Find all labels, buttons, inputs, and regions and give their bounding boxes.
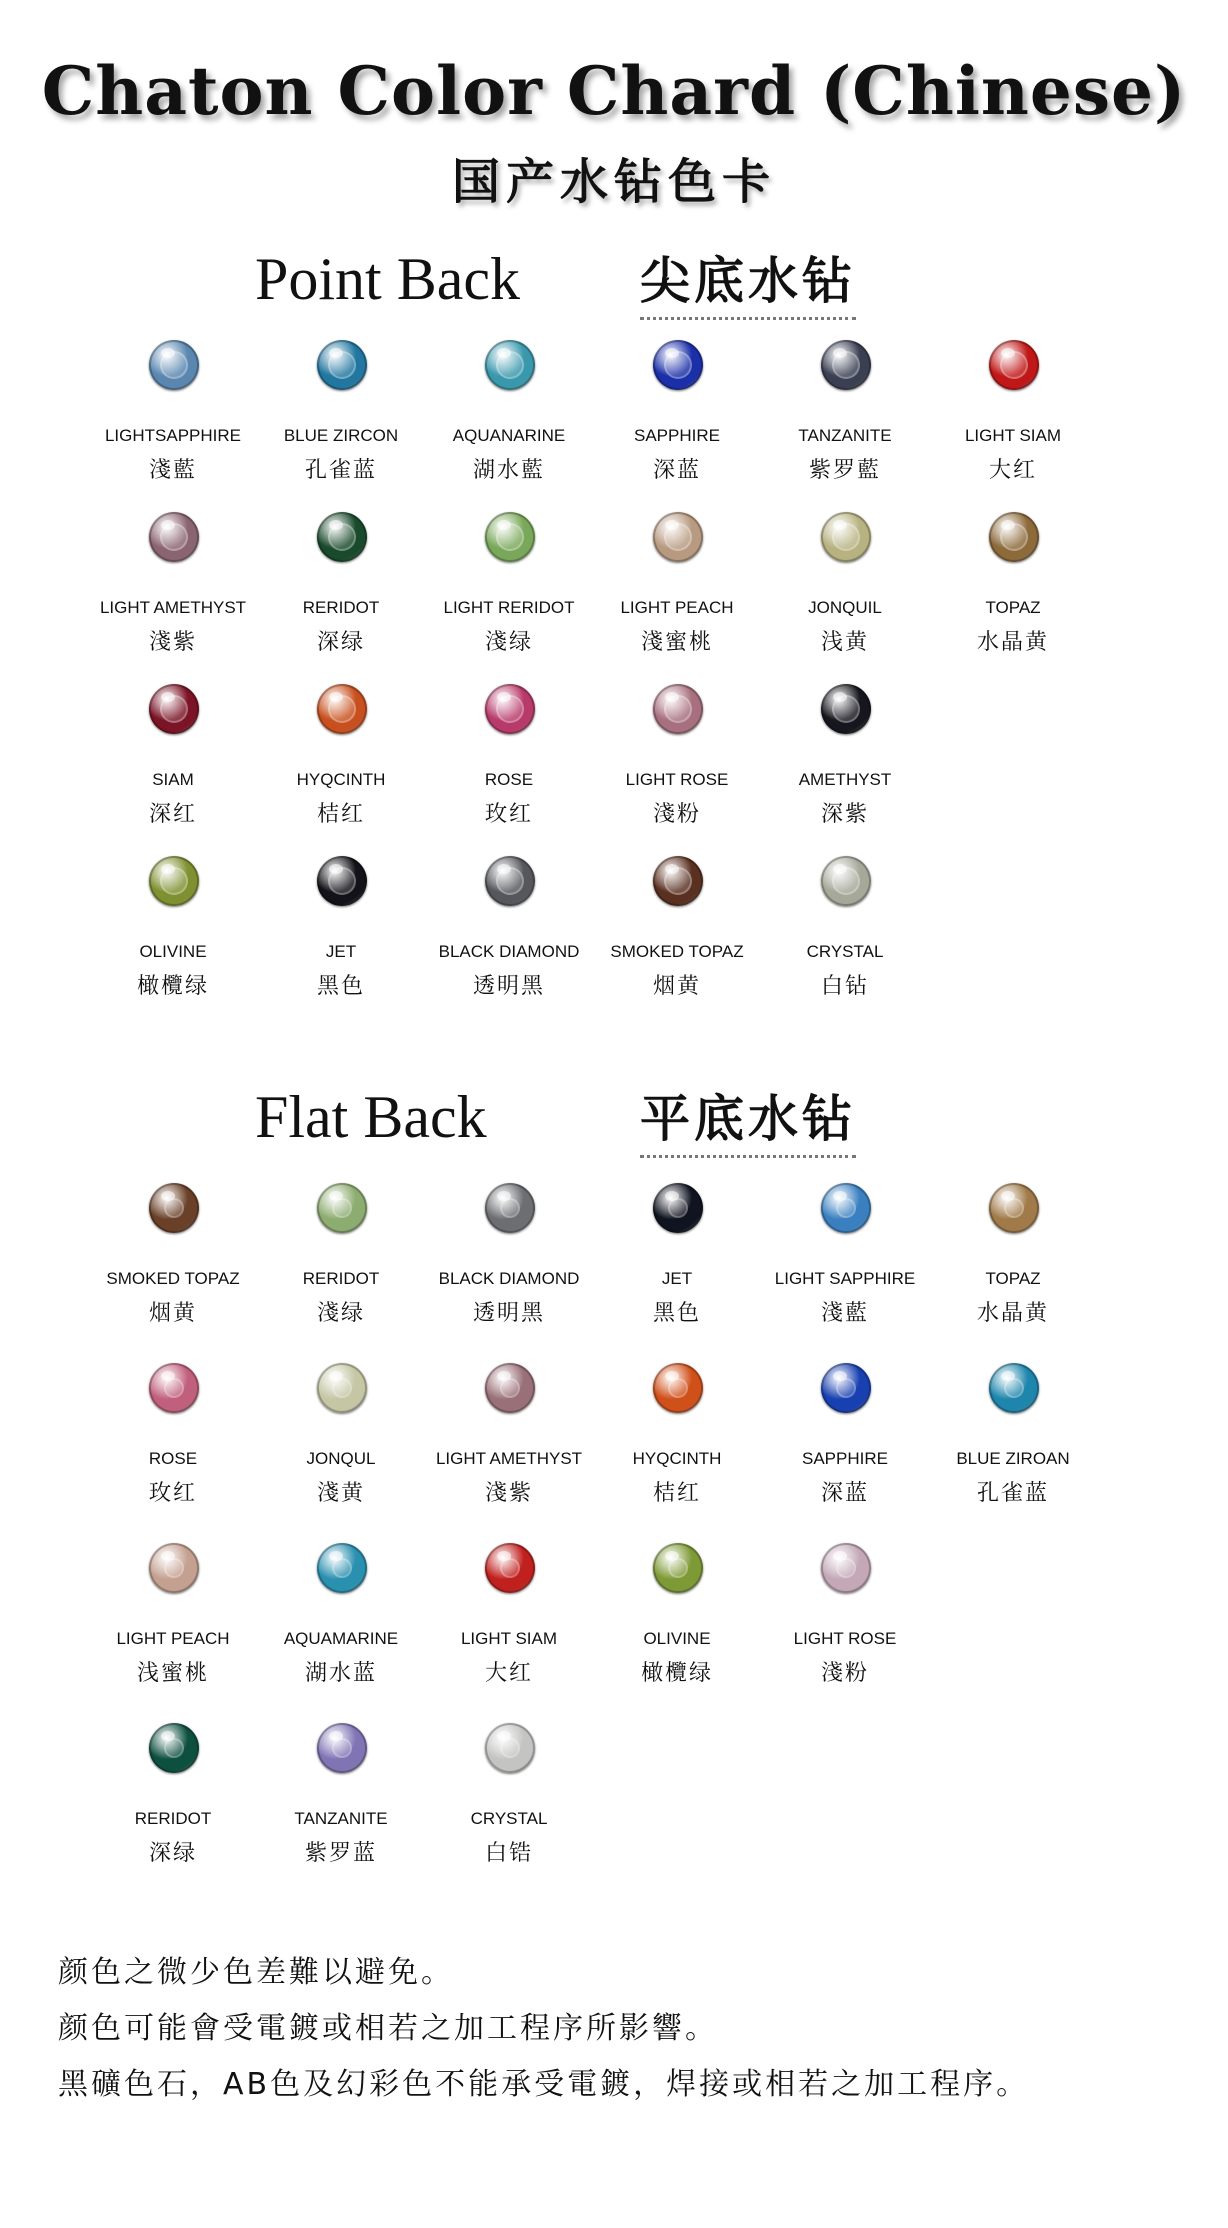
color-name-en: OLIVINE xyxy=(139,942,207,961)
color-name-zh: 深绿 xyxy=(148,1841,197,1866)
color-name-en: TANZANITE xyxy=(294,1809,388,1828)
color-name-en: SIAM xyxy=(152,770,194,789)
color-name-zh: 黑色 xyxy=(316,974,365,999)
gem-swatch-icon xyxy=(821,1363,871,1413)
gem-swatch-icon xyxy=(653,684,703,734)
gem-swatch-icon xyxy=(485,1183,535,1233)
flat-back-swatch xyxy=(594,1183,760,1333)
color-name-en: BLACK DIAMOND xyxy=(438,942,580,961)
flat-back-swatch xyxy=(930,1183,1096,1333)
flat-back-swatch xyxy=(426,1723,592,1873)
color-name-zh: 深紫 xyxy=(820,802,869,827)
flat-back-swatch xyxy=(426,1543,592,1693)
point-back-swatch xyxy=(426,512,592,662)
color-name-en: LIGHT SAPPHIRE xyxy=(774,1269,916,1288)
color-name-en: JONQUL xyxy=(306,1449,376,1468)
color-name-zh: 淺藍 xyxy=(148,458,197,483)
flat-back-heading xyxy=(0,1083,1228,1173)
point-back-swatch xyxy=(90,512,256,662)
flat-back-swatch xyxy=(90,1543,256,1693)
page-subtitle: 国产水钻色卡 xyxy=(451,154,776,210)
gem-swatch-icon xyxy=(149,1543,199,1593)
color-name-en: TOPAZ xyxy=(985,598,1041,617)
color-name-en: HYQCINTH xyxy=(632,1449,722,1468)
color-name-zh: 淺绿 xyxy=(484,630,533,655)
point-back-swatch xyxy=(258,512,424,662)
flat-back-swatch xyxy=(594,1363,760,1513)
color-name-en: HYQCINTH xyxy=(296,770,386,789)
flat-back-swatch xyxy=(90,1183,256,1333)
color-name-zh: 淺藍 xyxy=(820,1301,869,1326)
gem-swatch-icon xyxy=(821,856,871,906)
gem-swatch-icon xyxy=(149,1183,199,1233)
gem-swatch-icon xyxy=(485,684,535,734)
color-name-zh: 孔雀蓝 xyxy=(976,1481,1049,1506)
color-name-zh: 淺绿 xyxy=(316,1301,365,1326)
gem-swatch-icon xyxy=(653,1363,703,1413)
color-name-en: LIGHT SIAM xyxy=(460,1629,558,1648)
flat-back-swatch xyxy=(258,1363,424,1513)
point-back-swatch xyxy=(258,856,424,1006)
color-name-zh: 紫罗藍 xyxy=(808,458,881,483)
color-name-zh: 玫红 xyxy=(148,1481,197,1506)
color-name-zh: 桔红 xyxy=(652,1481,701,1506)
color-name-en: LIGHT AMETHYST xyxy=(435,1449,583,1468)
gem-swatch-icon xyxy=(989,1363,1039,1413)
gem-swatch-icon xyxy=(149,1363,199,1413)
color-name-en: SMOKED TOPAZ xyxy=(610,942,744,961)
color-name-en: JONQUIL xyxy=(808,598,882,617)
color-name-zh: 透明黑 xyxy=(472,1301,545,1326)
gem-swatch-icon xyxy=(485,340,535,390)
point-back-swatch xyxy=(762,856,928,1006)
color-name-zh: 烟黄 xyxy=(652,974,701,999)
color-name-zh: 玫红 xyxy=(484,802,533,827)
color-name-zh: 浅蜜桃 xyxy=(136,1661,209,1686)
gem-swatch-icon xyxy=(317,1543,367,1593)
flat-back-swatch xyxy=(90,1723,256,1873)
color-name-en: SAPPHIRE xyxy=(634,426,720,445)
color-name-zh: 水晶黄 xyxy=(976,630,1049,655)
color-name-en: LIGHT ROSE xyxy=(793,1629,897,1648)
flat-back-swatch xyxy=(762,1543,928,1693)
color-name-en: RERIDOT xyxy=(134,1809,212,1828)
gem-swatch-icon xyxy=(821,1183,871,1233)
flat-back-swatch xyxy=(258,1183,424,1333)
gem-swatch-icon xyxy=(485,1723,535,1773)
color-name-zh: 淺蜜桃 xyxy=(640,630,713,655)
point-back-swatch xyxy=(258,684,424,834)
flat-back-swatch xyxy=(258,1543,424,1693)
flat-back-title-en: Flat Back xyxy=(255,1084,487,1150)
gem-swatch-icon xyxy=(485,512,535,562)
color-name-zh: 透明黑 xyxy=(472,974,545,999)
color-name-en: TANZANITE xyxy=(798,426,892,445)
color-name-en: LIGHT PEACH xyxy=(116,1629,230,1648)
flat-back-swatch xyxy=(930,1363,1096,1513)
color-name-zh: 湖水藍 xyxy=(472,458,545,483)
point-back-swatch xyxy=(594,512,760,662)
flat-back-swatch xyxy=(426,1183,592,1333)
gem-swatch-icon xyxy=(821,684,871,734)
color-name-zh: 深蓝 xyxy=(652,458,701,483)
color-name-en: BLACK DIAMOND xyxy=(438,1269,580,1288)
color-name-zh: 大红 xyxy=(988,458,1037,483)
color-name-zh: 白锆 xyxy=(484,1841,533,1866)
color-name-zh: 桔红 xyxy=(316,802,365,827)
color-name-en: ROSE xyxy=(484,770,534,789)
flat-back-swatch xyxy=(762,1183,928,1333)
note-line: 颜色可能會受電鍍或相若之加工程序所影響。 xyxy=(58,2011,718,2046)
point-back-swatch xyxy=(762,684,928,834)
color-name-zh: 烟黄 xyxy=(148,1301,197,1326)
gem-swatch-icon xyxy=(989,1183,1039,1233)
color-name-zh: 紫罗蓝 xyxy=(304,1841,377,1866)
gem-swatch-icon xyxy=(317,1183,367,1233)
color-name-en: LIGHT PEACH xyxy=(620,598,734,617)
notes xyxy=(58,1945,1208,2113)
color-name-en: SMOKED TOPAZ xyxy=(106,1269,240,1288)
color-name-zh: 水晶黄 xyxy=(976,1301,1049,1326)
color-name-zh: 淺粉 xyxy=(652,802,701,827)
flat-back-swatch xyxy=(90,1363,256,1513)
gem-swatch-icon xyxy=(485,856,535,906)
page-title: Chaton Color Chard (Chinese) xyxy=(41,52,1187,130)
color-name-en: TOPAZ xyxy=(985,1269,1041,1288)
point-back-swatch xyxy=(426,684,592,834)
color-name-en: LIGHT RERIDOT xyxy=(443,598,575,617)
gem-swatch-icon xyxy=(317,856,367,906)
flat-back-swatch xyxy=(762,1363,928,1513)
color-name-en: LIGHT ROSE xyxy=(625,770,729,789)
gem-swatch-icon xyxy=(989,340,1039,390)
point-back-swatch xyxy=(90,856,256,1006)
point-back-swatch xyxy=(426,340,592,490)
point-back-swatch xyxy=(930,340,1096,490)
color-name-zh: 淺粉 xyxy=(820,1661,869,1686)
color-name-en: SAPPHIRE xyxy=(802,1449,888,1468)
gem-swatch-icon xyxy=(149,340,199,390)
point-back-heading xyxy=(0,245,1228,335)
gem-swatch-icon xyxy=(317,1363,367,1413)
gem-swatch-icon xyxy=(317,340,367,390)
color-name-zh: 湖水蓝 xyxy=(304,1661,377,1686)
color-name-en: BLUE ZIRCON xyxy=(283,426,399,445)
color-name-zh: 白钻 xyxy=(820,974,869,999)
color-name-en: CRYSTAL xyxy=(470,1809,548,1828)
gem-swatch-icon xyxy=(653,340,703,390)
color-name-en: LIGHT SIAM xyxy=(964,426,1062,445)
gem-swatch-icon xyxy=(821,1543,871,1593)
point-back-swatch xyxy=(426,856,592,1006)
point-back-swatch xyxy=(930,512,1096,662)
gem-swatch-icon xyxy=(317,512,367,562)
point-back-title-zh: 尖底水钻 xyxy=(640,241,856,320)
gem-swatch-icon xyxy=(989,512,1039,562)
point-back-swatch xyxy=(762,340,928,490)
gem-swatch-icon xyxy=(485,1543,535,1593)
color-name-en: AMETHYST xyxy=(798,770,892,789)
gem-swatch-icon xyxy=(317,684,367,734)
point-back-swatch xyxy=(594,684,760,834)
color-name-en: OLIVINE xyxy=(643,1629,711,1648)
gem-swatch-icon xyxy=(653,1543,703,1593)
color-name-zh: 深红 xyxy=(148,802,197,827)
color-name-en: LIGHT AMETHYST xyxy=(99,598,247,617)
gem-swatch-icon xyxy=(149,512,199,562)
color-name-en: RERIDOT xyxy=(302,1269,380,1288)
color-name-zh: 橄欖绿 xyxy=(640,1661,713,1686)
gem-swatch-icon xyxy=(821,340,871,390)
color-name-zh: 淺紫 xyxy=(484,1481,533,1506)
color-name-en: LIGHTSAPPHIRE xyxy=(104,426,242,445)
point-back-swatch xyxy=(90,684,256,834)
color-name-zh: 黑色 xyxy=(652,1301,701,1326)
color-name-zh: 大红 xyxy=(484,1661,533,1686)
color-name-zh: 孔雀蓝 xyxy=(304,458,377,483)
gem-swatch-icon xyxy=(485,1363,535,1413)
gem-swatch-icon xyxy=(149,684,199,734)
color-name-en: CRYSTAL xyxy=(806,942,884,961)
color-name-zh: 淺紫 xyxy=(148,630,197,655)
flat-back-swatch xyxy=(258,1723,424,1873)
color-name-zh: 浅黄 xyxy=(820,630,869,655)
point-back-swatch xyxy=(762,512,928,662)
note-line: 黑礦色石，AB色及幻彩色不能承受電鍍，焊接或相若之加工程序。 xyxy=(58,2067,1030,2102)
gem-swatch-icon xyxy=(821,512,871,562)
gem-swatch-icon xyxy=(653,512,703,562)
color-name-en: JET xyxy=(661,1269,693,1288)
color-name-en: JET xyxy=(325,942,357,961)
flat-back-title-zh: 平底水钻 xyxy=(640,1079,856,1158)
color-name-en: ROSE xyxy=(148,1449,198,1468)
color-name-en: RERIDOT xyxy=(302,598,380,617)
color-name-zh: 深绿 xyxy=(316,630,365,655)
gem-swatch-icon xyxy=(317,1723,367,1773)
color-name-zh: 深蓝 xyxy=(820,1481,869,1506)
color-name-en: BLUE ZIROAN xyxy=(956,1449,1070,1468)
point-back-swatch xyxy=(594,340,760,490)
point-back-swatch xyxy=(258,340,424,490)
gem-swatch-icon xyxy=(653,856,703,906)
note-line: 颜色之微少色差難以避免。 xyxy=(58,1955,454,1990)
flat-back-swatch xyxy=(426,1363,592,1513)
point-back-swatch xyxy=(594,856,760,1006)
flat-back-swatch xyxy=(594,1543,760,1693)
gem-swatch-icon xyxy=(653,1183,703,1233)
point-back-swatch xyxy=(90,340,256,490)
gem-swatch-icon xyxy=(149,1723,199,1773)
point-back-title-en: Point Back xyxy=(255,246,520,312)
color-name-en: AQUAMARINE xyxy=(283,1629,399,1648)
color-name-en: AQUANARINE xyxy=(452,426,566,445)
gem-swatch-icon xyxy=(149,856,199,906)
color-name-zh: 橄欖绿 xyxy=(136,974,209,999)
color-name-zh: 淺黄 xyxy=(316,1481,365,1506)
